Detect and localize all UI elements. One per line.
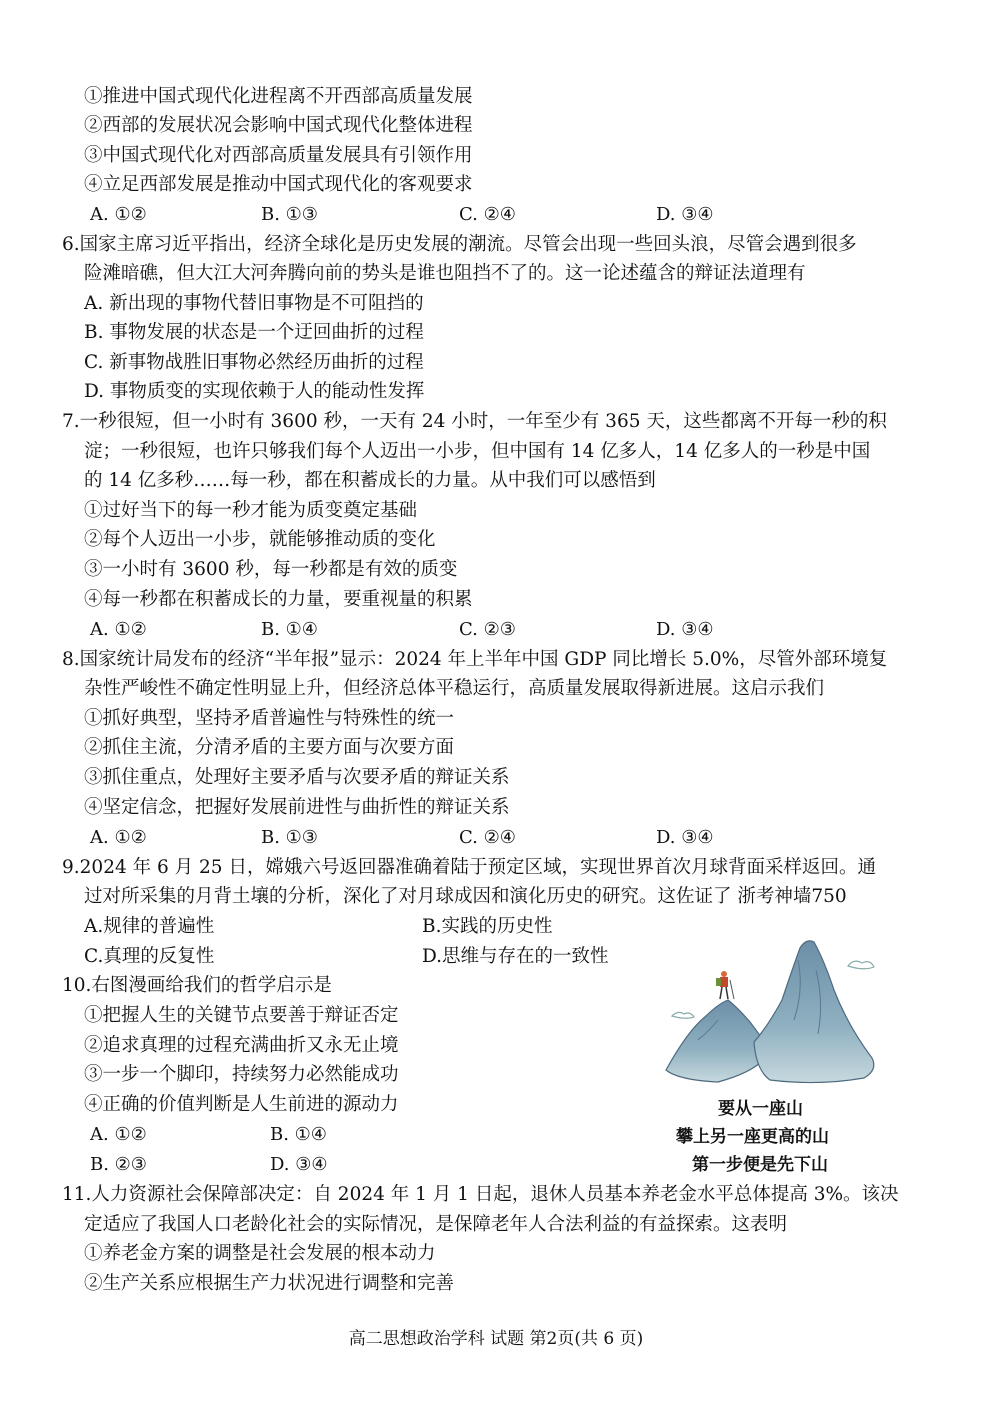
tall-mountain	[754, 941, 874, 1083]
q8-option-b: B. ①③	[261, 827, 318, 848]
q9-stem-line-2: 过对所采集的月背土壤的分析，深化了对月球成因和演化历史的研究。这佐证了 浙考神墙750	[84, 886, 847, 907]
q7-stem-line-2: 淀；一秒很短，也许只够我们每个人迈出一小步，但中国有 14 亿多人，14 亿多人的一秒是中国	[84, 441, 871, 462]
q7-item-1: ①过好当下的每一秒才能为质变奠定基础	[84, 500, 418, 521]
q9-option-b: B.实践的历史性	[422, 916, 553, 937]
q5-item-4: ④立足西部发展是推动中国式现代化的客观要求	[84, 174, 473, 195]
q8-item-1: ①抓好典型，坚持矛盾普遍性与特殊性的统一	[84, 708, 455, 729]
q10-item-4: ④正确的价值判断是人生前进的源动力	[84, 1094, 399, 1115]
q6-stem-line-1: 6.国家主席习近平指出，经济全球化是历史发展的潮流。尽管会出现一些回头浪，尽管会遇到很多	[62, 234, 857, 255]
q8-item-4: ④坚定信念，把握好发展前进性与曲折性的辩证关系	[84, 797, 510, 818]
q11-item-2: ②生产关系应根据生产力状况进行调整和完善	[84, 1273, 455, 1294]
cartoon-caption-line-3: 第一步便是先下山	[692, 1155, 828, 1175]
q8-options	[90, 826, 790, 850]
q9-option-d: D.思维与存在的一致性	[422, 946, 609, 967]
q5-option-a: A. ①②	[90, 204, 147, 225]
q8-item-2: ②抓住主流，分清矛盾的主要方面与次要方面	[84, 737, 455, 758]
q9-option-c: C.真理的反复性	[84, 946, 215, 967]
q7-option-b: B. ①④	[261, 619, 318, 640]
q10-item-3: ③一步一个脚印，持续努力必然能成功	[84, 1064, 399, 1085]
q6-option-b: B. 事物发展的状态是一个迂回曲折的过程	[84, 322, 424, 343]
q8-option-c: C. ②④	[459, 827, 516, 848]
q11-stem-line-1: 11.人力资源社会保障部决定：自 2024 年 1 月 1 日起，退休人员基本养老金水平总体提高 3%。该决	[62, 1184, 899, 1205]
q6-stem-line-2: 险滩暗礁，但大江大河奔腾向前的势头是谁也阻挡不了的。这一论述蕴含的辩证法道理有	[84, 263, 806, 284]
q9-option-a: A.规律的普遍性	[84, 916, 215, 937]
cartoon-caption-line-2: 攀上另一座更高的山	[676, 1127, 829, 1147]
mountain-cartoon	[658, 930, 884, 1180]
q5-item-2: ②西部的发展状况会影响中国式现代化整体进程	[84, 115, 473, 136]
q5-option-c: C. ②④	[459, 204, 516, 225]
q6-option-d: D. 事物质变的实现依赖于人的能动性发挥	[84, 381, 425, 402]
mountain-illustration	[658, 930, 884, 1090]
q10-option-b: B. ①④	[270, 1124, 327, 1145]
q7-item-4: ④每一秒都在积蓄成长的力量，要重视量的积累	[84, 589, 473, 610]
q8-option-a: A. ①②	[90, 827, 147, 848]
q5-option-d: D. ③④	[656, 204, 714, 225]
q10-item-2: ②追求真理的过程充满曲折又永无止境	[84, 1035, 399, 1056]
q6-option-c: C. 新事物战胜旧事物必然经历曲折的过程	[84, 352, 424, 373]
q5-item-1: ①推进中国式现代化进程离不开西部高质量发展	[84, 86, 473, 107]
q7-option-a: A. ①②	[90, 619, 147, 640]
q8-option-d: D. ③④	[656, 827, 714, 848]
q5-options	[90, 203, 790, 227]
q7-stem-line-1: 7.一秒很短，但一小时有 3600 秒，一天有 24 小时，一年至少有 365 天，这些都离不开每一秒的积	[62, 411, 887, 432]
cloud-icon	[672, 1012, 694, 1018]
q8-item-3: ③抓住重点，处理好主要矛盾与次要矛盾的辩证关系	[84, 767, 510, 788]
q5-item-3: ③中国式现代化对西部高质量发展具有引领作用	[84, 145, 473, 166]
q10-stem: 10.右图漫画给我们的哲学启示是	[62, 975, 332, 996]
q11-stem-line-2: 定适应了我国人口老龄化社会的实际情况，是保障老年人合法利益的有益探索。这表明	[84, 1214, 788, 1235]
page-footer: 高二思想政治学科 试题 第2页(共 6 页)	[348, 1329, 644, 1349]
q10-option-d: D. ③④	[270, 1154, 328, 1175]
q9-stem-line-1: 9.2024 年 6 月 25 日，嫦娥六号返回器准确着陆于预定区域，实现世界首次月球背面采样返回。通	[62, 857, 876, 878]
q10-option-c: B. ②③	[90, 1154, 147, 1175]
q10-item-1: ①把握人生的关键节点要善于辩证否定	[84, 1005, 399, 1026]
q5-option-b: B. ①③	[261, 204, 318, 225]
q11-item-1: ①养老金方案的调整是社会发展的根本动力	[84, 1243, 436, 1264]
q10-option-a: A. ①②	[90, 1124, 147, 1145]
q8-stem-line-2: 杂性严峻性不确定性明显上升，但经济总体平稳运行，高质量发展取得新进展。这启示我们	[84, 678, 825, 699]
q6-option-a: A. 新出现的事物代替旧事物是不可阻挡的	[84, 293, 424, 314]
q7-option-c: C. ②③	[459, 619, 516, 640]
q7-option-d: D. ③④	[656, 619, 714, 640]
q8-stem-line-1: 8.国家统计局发布的经济“半年报”显示：2024 年上半年中国 GDP 同比增长 5.0%，尽管外部环境复	[62, 649, 888, 670]
q7-item-2: ②每个人迈出一小步，就能够推动质的变化	[84, 529, 436, 550]
q7-stem-line-3: 的 14 亿多秒……每一秒，都在积蓄成长的力量。从中我们可以感悟到	[84, 470, 656, 491]
hiker-icon	[716, 971, 734, 999]
cartoon-caption-line-1: 要从一座山	[718, 1099, 803, 1119]
q7-options	[90, 618, 790, 642]
q7-item-3: ③一小时有 3600 秒，每一秒都是有效的质变	[84, 559, 458, 580]
cloud-icon	[848, 961, 874, 969]
